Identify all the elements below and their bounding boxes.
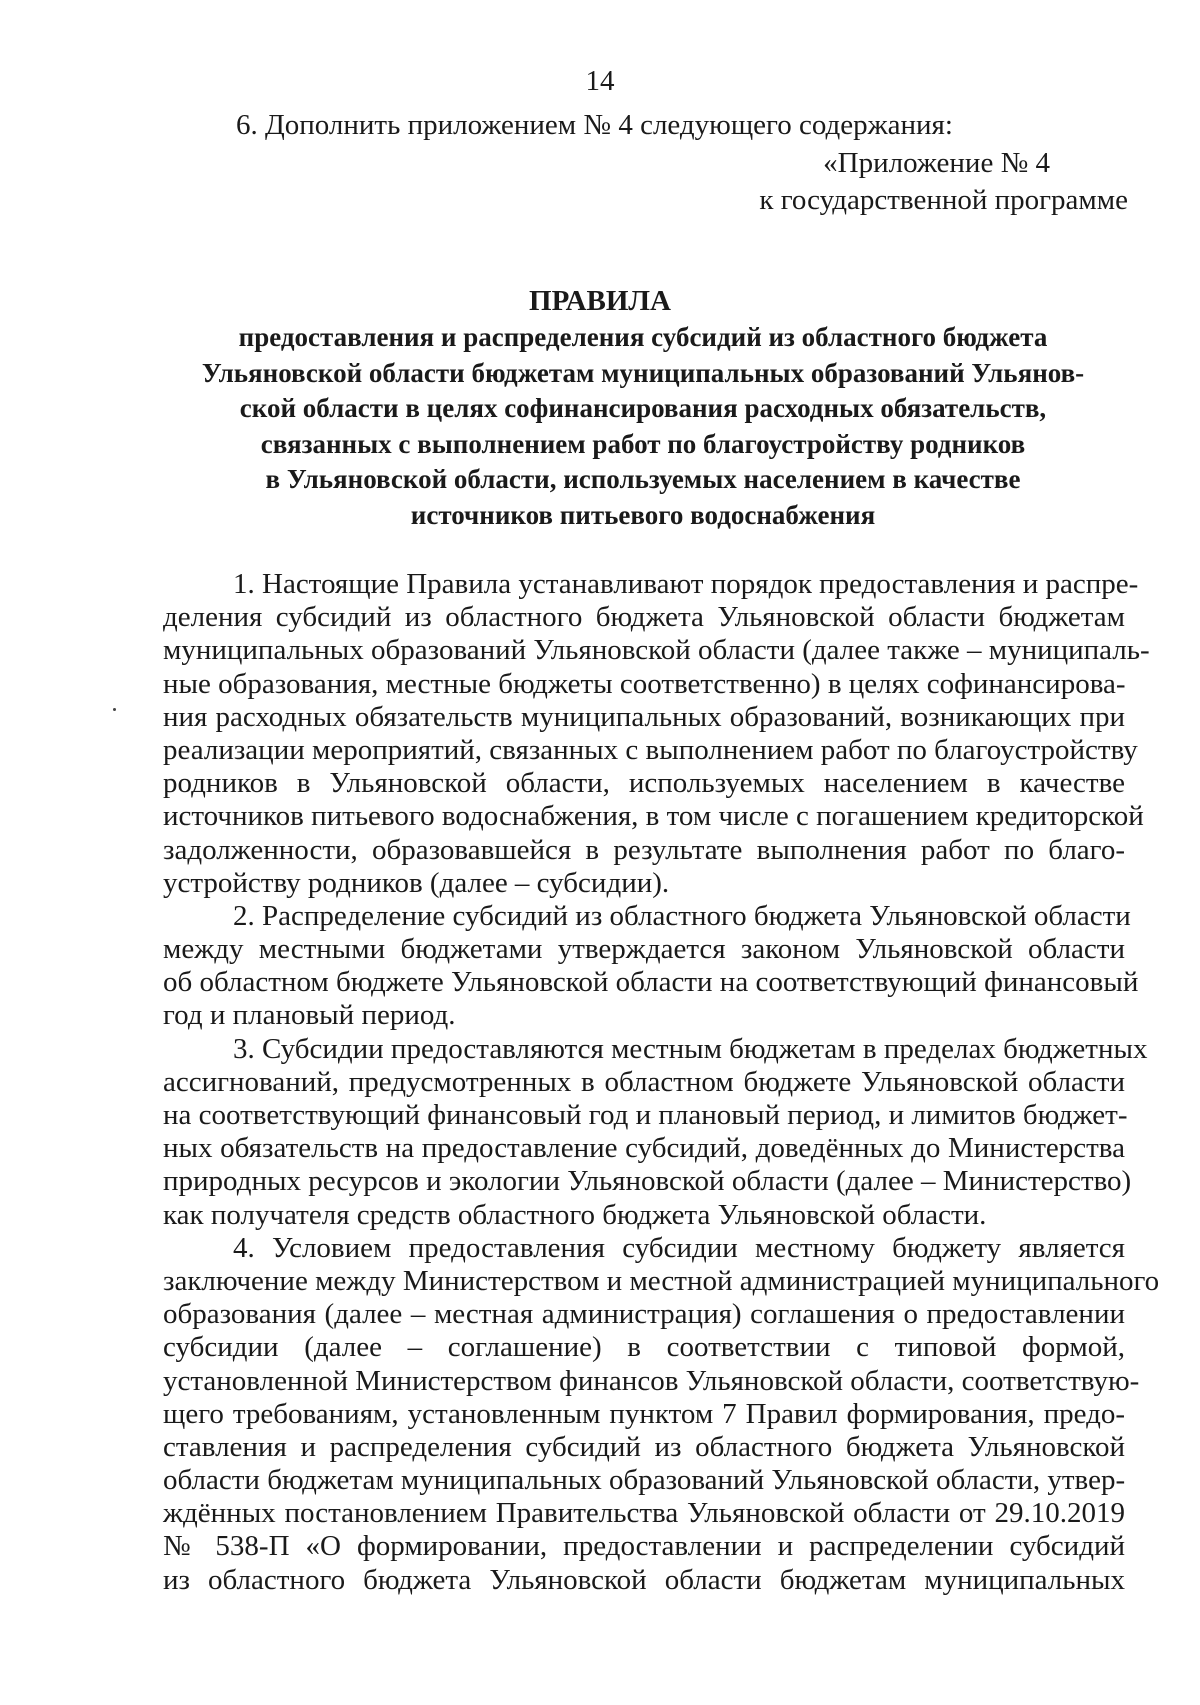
document-title: ПРАВИЛА (529, 285, 671, 317)
body-line: № 538-П «О формировании, предоставлении и распределении субсидий (163, 1530, 1125, 1563)
body-line: ния расходных обязательств муниципальных образований, возникающих при (163, 700, 1125, 733)
body-line: установленной Министерством финансов Ульяновской области, соответствую- (163, 1364, 1140, 1397)
subtitle-line: в Ульяновской области, используемых населением в качестве (265, 464, 1021, 494)
subtitle-line: связанных с выполнением работ по благоустройству родников (260, 428, 1026, 459)
body-line: об областном бюджете Ульяновской области на соответствующий финансовый (163, 966, 1139, 999)
body-line: образования (далее – местная администрация) соглашения о предоставлении (163, 1298, 1125, 1331)
page-number: 14 (585, 65, 615, 97)
annex-label: «Приложение № 4 (823, 147, 1050, 179)
body-line: области бюджетам муниципальных образований Ульяновской области, утвер- (163, 1464, 1126, 1497)
body-line: деления субсидий из областного бюджета Ульяновской области бюджетам (163, 601, 1125, 634)
body-line: между местными бюджетами утверждается законом Ульяновской области (163, 933, 1125, 966)
body-line: муниципальных образований Ульяновской области (далее также – муниципаль- (163, 634, 1150, 667)
subtitle-line: предоставления и распределения субсидий из областного бюджета (238, 322, 1048, 352)
body-line: реализации мероприятий, связанных с выполнением работ по благоустройству (163, 733, 1138, 766)
body-line: 1. Настоящие Правила устанавливают порядок предоставления и распре- (233, 568, 1139, 600)
body-line: родников в Ульяновской области, используемых населением в качестве (163, 767, 1125, 800)
body-text (163, 568, 1160, 1597)
body-line: ные образования, местные бюджеты соответственно) в целях софинансирова- (163, 667, 1126, 700)
subtitle-line: Ульяновской области бюджетам муниципальных образований Ульянов- (201, 357, 1085, 388)
body-line: щего требованиям, установленным пунктом 7 Правил формирования, предо- (163, 1397, 1125, 1430)
subtitle-line: источников питьевого водоснабжения (410, 499, 876, 530)
body-line: субсидии (далее – соглашение) в соответствии с типовой формой, (163, 1331, 1125, 1364)
body-line: как получателя средств областного бюджета Ульяновской области. (163, 1198, 987, 1231)
body-line: задолженности, образовавшейся в результате выполнения работ по благо- (163, 833, 1125, 866)
body-line: 4. Условием предоставления субсидии местному бюджету является (233, 1231, 1125, 1264)
annex-header (759, 145, 1128, 219)
body-line: природных ресурсов и экологии Ульяновской области (далее – Министерство) (163, 1165, 1132, 1198)
body-line: 3. Субсидии предоставляются местным бюджетам в пределах бюджетных (233, 1032, 1148, 1065)
body-line: из областного бюджета Ульяновской области бюджетам муниципальных (163, 1563, 1125, 1596)
document-subtitle (160, 320, 1126, 533)
subtitle-line: ской области в целях софинансирования расходных обязательств, (239, 393, 1047, 423)
intro-paragraph: 6. Дополнить приложением № 4 следующего содержания: (236, 109, 953, 141)
body-line: устройству родников (далее – субсидии). (163, 866, 670, 899)
annex-target: к государственной программе (759, 184, 1128, 216)
body-line: год и плановый период. (163, 999, 456, 1032)
body-line: ассигнований, предусмотренных в областном бюджете Ульяновской области (163, 1065, 1125, 1098)
body-line: заключение между Министерством и местной администрацией муниципального (163, 1264, 1160, 1297)
body-line: ставления и распределения субсидий из областного бюджета Ульяновской (163, 1430, 1125, 1463)
scan-speck (113, 708, 116, 711)
body-line: 2. Распределение субсидий из областного бюджета Ульяновской области (233, 899, 1131, 932)
body-line: источников питьевого водоснабжения, в том числе с погашением кредиторской (163, 800, 1144, 833)
body-line: ждённых постановлением Правительства Ульяновской области от 29.10.2019 (163, 1497, 1125, 1530)
body-line: на соответствующий финансовый год и плановый период, и лимитов бюджет- (163, 1099, 1128, 1131)
body-line: ных обязательств на предоставление субсидий, доведённых до Министерства (163, 1132, 1125, 1165)
